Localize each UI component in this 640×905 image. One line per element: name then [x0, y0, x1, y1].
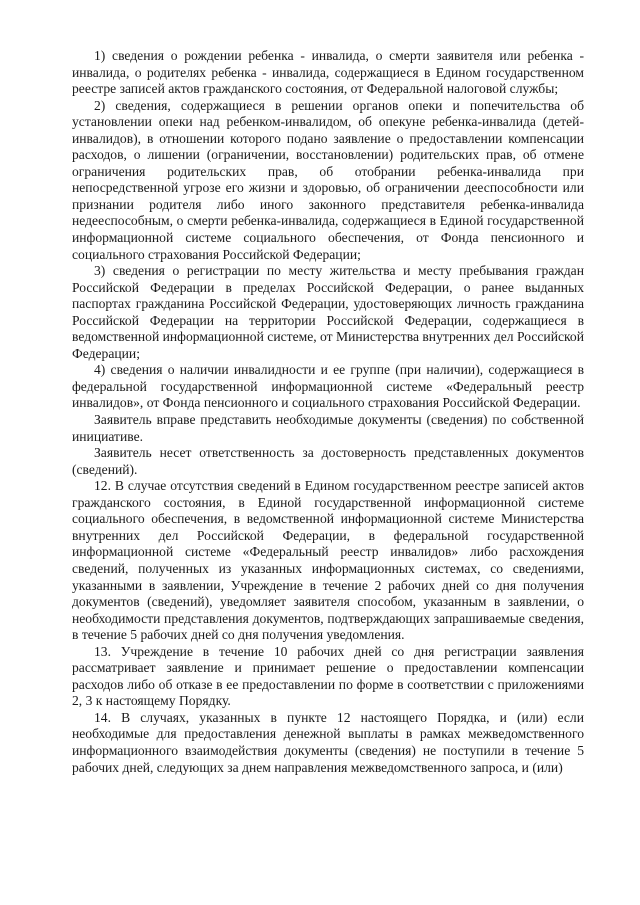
paragraph-5: Заявитель вправе представить необходимые документы (сведения) по собственной инициативе.	[72, 412, 584, 444]
paragraph-3: 3) сведения о регистрации по месту жительства и месту пребывания граждан Российской Федерации в пределах Российской Федерации, о ранее выданных паспортах гражданина Российской Федерации, удостоверяющих личность гражданина Российской Федерации на территории Российской Федерации, содержащиеся в ведомственной информационной системе, от Министерства внутренних дел Российской Федерации;	[72, 263, 584, 361]
paragraph-4: 4) сведения о наличии инвалидности и ее группе (при наличии), содержащиеся в федеральной государственной информационной системе «Федеральный реестр инвалидов», от Фонда пенсионного и социального страхования Российской Федерации.	[72, 362, 584, 411]
paragraph-13: 13. Учреждение в течение 10 рабочих дней со дня регистрации заявления рассматривает заявление и принимает решение о предоставлении компенсации расходов либо об отказе в ее предоставлении по форме в соответствии с приложениями 2, 3 к настоящему Порядку.	[72, 643, 584, 709]
paragraph-2: 2) сведения, содержащиеся в решении органов опеки и попечительства об установлении опеки над ребенком-инвалидом, об опекуне ребенка-инвалида (детей-инвалидов), в отношении которого подано заявление о предоставлении компенсации расходов, о лишении (ограничении, восстановлении) родительских прав, об отмене ограничения родительских прав, об отобрании ребенка-инвалида при непосредственной угрозе его жизни и здоровью, об ограничении дееспособности или признании родителя либо иного законного представителя ребенка-инвалида недееспособным, о смерти ребенка-инвалида, содержащиеся в Единой государственной информационной системе социального обеспечения, от Фонда пенсионного и социального страхования Российской Федерации;	[72, 97, 584, 262]
paragraph-14: 14. В случаях, указанных в пункте 12 настоящего Порядка, и (или) если необходимые для предоставления денежной выплаты в рамках межведомственного информационного взаимодействия документы (сведения) не поступили в течение 5 рабочих дней, следующих за днем направления межведомственного запроса, и (или)	[72, 709, 584, 775]
document-body	[72, 48, 584, 776]
paragraph-12: 12. В случае отсутствия сведений в Едином государственном реестре записей актов гражданского состояния, в Единой государственной информационной системе социального обеспечения, в ведомственной информационной системе Министерства внутренних дел Российской Федерации, в федеральной государственной информационной системе «Федеральный реестр инвалидов» либо расхождения сведений, полученных из указанных информационных системах, со сведениями, указанными в заявлении, Учреждение в течение 2 рабочих дней со дня получения документов (сведений), уведомляет заявителя способом, указанным в заявлении, о необходимости представления документов, подтверждающих запрашиваемые сведения, в течение 5 рабочих дней со дня получения уведомления.	[72, 478, 584, 643]
paragraph-6: Заявитель несет ответственность за достоверность представленных документов (сведений).	[72, 445, 584, 477]
paragraph-1: 1) сведения о рождении ребенка - инвалида, о смерти заявителя или ребенка - инвалида, о родителях ребенка - инвалида, содержащиеся в Едином государственном реестре записей актов гражданского состояния, от Федеральной налоговой службы;	[72, 48, 584, 97]
